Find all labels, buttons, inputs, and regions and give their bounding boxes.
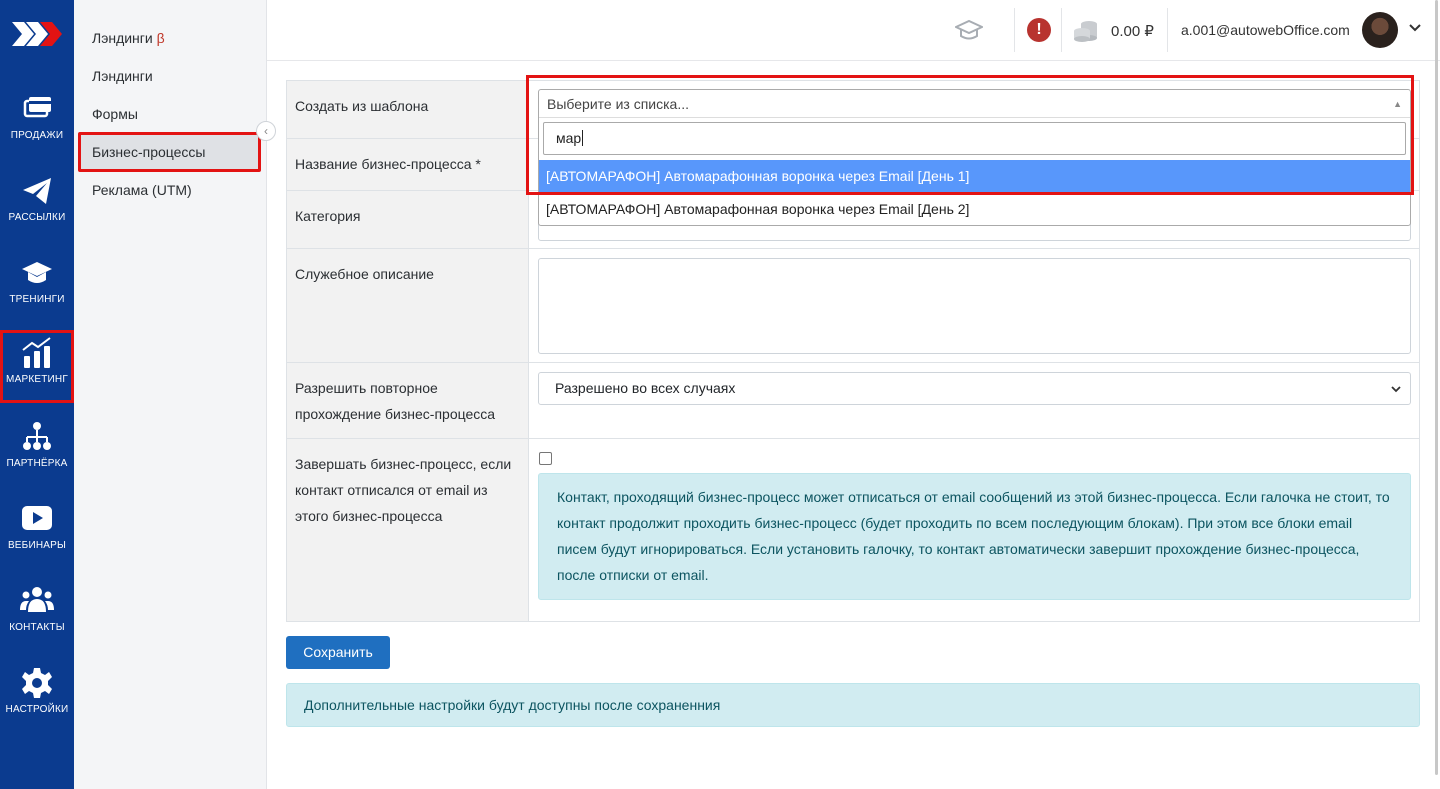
- main-nav-rail: [0, 0, 74, 789]
- chart-bars-icon: [20, 336, 54, 370]
- rail-item-mailings[interactable]: [0, 174, 74, 246]
- youtube-play-icon: [20, 502, 54, 536]
- top-bar: [267, 0, 1440, 61]
- description-textarea[interactable]: [538, 258, 1411, 354]
- chevron-down-icon[interactable]: [1408, 20, 1422, 34]
- form-row-description: [286, 248, 1420, 362]
- unsubscribe-info: Контакт, проходящий бизнес-процесс может отписаться от email сообщений из этой бизнес-процесса. Если галочка не стоит, то контакт продолжит проходить бизнес-процесс (будет проходить по всем последующим блокам). При этом все блоки email писем будут игнорироваться. Если установить галочку, то контакт автоматически завершит прохождение бизнес-процесса, после отписки от email.: [538, 473, 1411, 600]
- gear-icon: [20, 666, 54, 700]
- form-row-repeat: [286, 362, 1420, 438]
- description-label: Служебное описание: [286, 249, 529, 362]
- rail-item-label: РАССЫЛКИ: [8, 212, 66, 223]
- alert-icon[interactable]: !: [1027, 18, 1051, 42]
- repeat-cell: [530, 363, 1420, 438]
- rail-item-partners[interactable]: [0, 420, 74, 492]
- unsubscribe-label: Завершать бизнес-процесс, если контакт отписался от email из этого бизнес-процесса: [286, 439, 529, 622]
- description-cell: [530, 249, 1420, 362]
- rail-item-trainings[interactable]: [0, 256, 74, 328]
- paper-plane-icon: [20, 174, 54, 208]
- repeat-select[interactable]: [538, 372, 1411, 405]
- chevron-down-icon: [1390, 383, 1402, 395]
- text-cursor: [582, 130, 583, 146]
- collapse-sidebar-button[interactable]: ‹: [256, 121, 276, 141]
- template-option[interactable]: [АВТОМАРАФОН] Автомарафонная воронка через Email [День 2]: [546, 201, 970, 217]
- avatar[interactable]: [1362, 12, 1398, 48]
- rail-item-webinars[interactable]: [0, 502, 74, 574]
- subnav-item-forms[interactable]: [78, 94, 261, 134]
- rail-item-label: ВЕБИНАРЫ: [7, 540, 67, 551]
- subnav-item-label: Формы: [92, 106, 138, 122]
- subnav-item-business-processes[interactable]: [78, 132, 261, 172]
- template-search-input[interactable]: [543, 122, 1406, 155]
- subnav-item-label: Лэндинги: [92, 30, 153, 46]
- rail-item-label: ПРОДАЖИ: [10, 130, 64, 141]
- subnav-item-utm[interactable]: [78, 170, 261, 210]
- graduation-cap-icon[interactable]: [955, 18, 983, 44]
- users-icon: [20, 584, 54, 618]
- template-label: Создать из шаблона: [286, 81, 529, 138]
- rail-item-marketing[interactable]: [0, 330, 74, 403]
- credit-card-icon: [20, 92, 54, 126]
- rail-item-sales[interactable]: [0, 92, 74, 164]
- rail-item-label: КОНТАКТЫ: [9, 622, 65, 633]
- category-label: Категория: [286, 191, 529, 248]
- marketing-subnav: [74, 0, 267, 789]
- divider: [1014, 8, 1015, 52]
- repeat-label: Разрешить повторное прохождение бизнес-процесса: [286, 363, 529, 438]
- rail-item-label: ПАРТНЁРКА: [6, 458, 68, 469]
- graduation-cap-icon: [20, 256, 54, 290]
- template-search-value: мар: [556, 130, 582, 146]
- balance-amount[interactable]: 0.00 ₽: [1111, 23, 1154, 40]
- subnav-item-label: Лэндинги: [92, 68, 153, 84]
- divider: [1061, 8, 1062, 52]
- rail-item-label: НАСТРОЙКИ: [5, 704, 69, 715]
- subnav-item-label: Реклама (UTM): [92, 182, 192, 198]
- template-dropdown[interactable]: [538, 89, 1411, 226]
- repeat-select-value: Разрешено во всех случаях: [555, 380, 736, 396]
- caret-up-icon: ▲: [1393, 99, 1402, 109]
- template-select[interactable]: [539, 90, 1410, 118]
- subnav-item-landings[interactable]: [78, 56, 261, 96]
- process-name-label: Название бизнес-процесса *: [286, 139, 529, 190]
- subnav-item-landings-beta[interactable]: [78, 18, 261, 58]
- rail-item-label: МАРКЕТИНГ: [6, 374, 68, 385]
- save-notice: Дополнительные настройки будут доступны после сохраненния: [286, 683, 1420, 727]
- template-option[interactable]: [АВТОМАРАФОН] Автомарафонная воронка через Email [День 1]: [539, 160, 1410, 193]
- template-placeholder: Выберите из списка...: [547, 96, 690, 112]
- rail-item-label: ТРЕНИНГИ: [9, 294, 65, 305]
- logo-icon[interactable]: [10, 14, 64, 54]
- scrollbar[interactable]: [1435, 0, 1438, 775]
- unsubscribe-checkbox[interactable]: [539, 452, 552, 465]
- sitemap-icon: [20, 420, 54, 454]
- subnav-item-label: Бизнес-процессы: [92, 144, 206, 160]
- save-button[interactable]: Сохранить: [286, 636, 390, 669]
- beta-badge: β: [156, 30, 165, 46]
- rail-item-contacts[interactable]: [0, 584, 74, 656]
- coins-icon: [1073, 19, 1099, 43]
- user-email[interactable]: a.001@autowebOffice.com: [1181, 22, 1350, 38]
- form-row-unsubscribe: [286, 438, 1420, 622]
- divider: [1167, 8, 1168, 52]
- unsubscribe-cell: [530, 439, 1420, 622]
- rail-item-settings[interactable]: [0, 666, 74, 738]
